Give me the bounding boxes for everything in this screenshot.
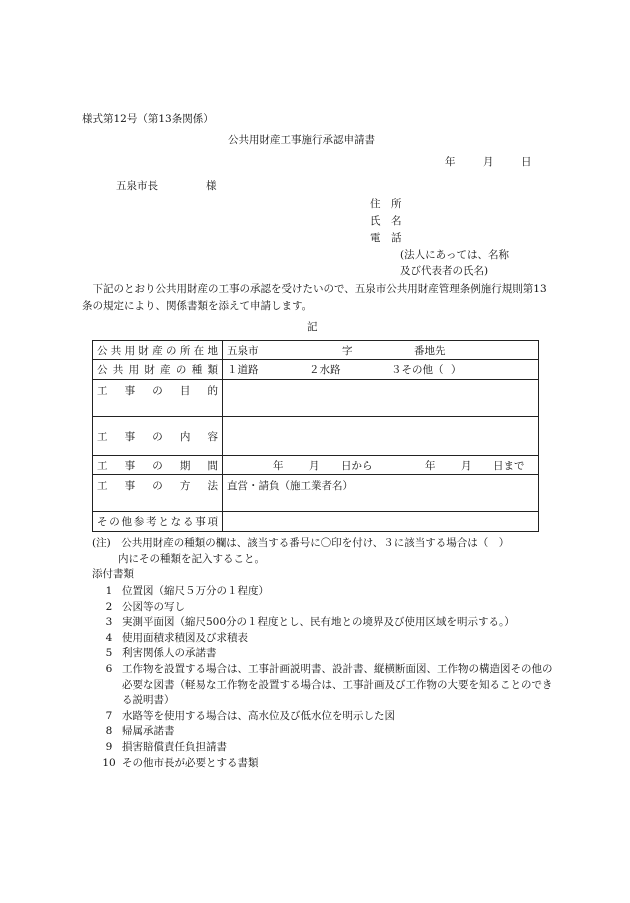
location-aza: 字 xyxy=(342,344,353,357)
row-type xyxy=(93,360,539,380)
table-note xyxy=(92,535,552,567)
row-purpose xyxy=(93,380,539,417)
period-to-month: 月 xyxy=(461,459,472,472)
period-value[interactable] xyxy=(223,456,539,475)
note-line-1: (注) 公共用財産の種類の欄は、該当する番号に〇印を付け、３に該当する場合は（ ） xyxy=(92,537,510,549)
type-waterway: ２水路 xyxy=(309,364,341,376)
list-item: 1 位置図（縮尺５万分の１程度） xyxy=(105,585,269,597)
type-value[interactable] xyxy=(223,360,539,380)
method-value[interactable]: 直営・請負（施工業者名） xyxy=(223,475,539,512)
method-label: 工事の方法 xyxy=(93,475,223,512)
list-item: 8 帰属承諾書 xyxy=(105,725,175,738)
period-to-year: 年 xyxy=(425,459,436,472)
row-period xyxy=(93,456,539,475)
list-item: 10 その他市長が必要とする書類 xyxy=(102,756,259,769)
corporate-note-2: 及び代表者の氏名) xyxy=(400,265,489,277)
row-method xyxy=(93,475,539,512)
location-banchi: 番地先 xyxy=(414,344,446,357)
period-from-year: 年 xyxy=(273,459,284,472)
list-item: 5 利害関係人の承諾書 xyxy=(105,647,217,660)
purpose-label: 工事の目的 xyxy=(93,380,223,417)
request-text: 下記のとおり公共用財産の工事の承認を受けたいので、五泉市公共用財産管理条例施行規則第13条の規定により、関係書類を添えて申請します。 xyxy=(82,283,547,312)
location-label: 公共用財産の所在地 xyxy=(93,341,223,360)
honorific: 様 xyxy=(206,180,217,192)
list-item: 4 使用面積求積図及び求積表 xyxy=(105,631,248,644)
period-from-day: 日から xyxy=(341,459,373,472)
date-year: 年 xyxy=(445,156,456,168)
list-item: 2 公図等の写し xyxy=(105,600,185,613)
location-value[interactable] xyxy=(223,341,539,360)
row-location xyxy=(93,341,539,360)
addressee-name: 五泉市長 xyxy=(116,180,158,192)
type-other: ３その他（ xyxy=(391,364,444,376)
type-label: 公共用財産の種類 xyxy=(93,360,223,380)
applicant-address xyxy=(370,198,404,211)
application-table xyxy=(92,340,539,532)
ki-heading: 記 xyxy=(307,321,318,333)
date-day: 日 xyxy=(521,156,532,168)
note-line-2: 内にその種類を記入すること。 xyxy=(118,553,265,565)
corporate-note-1: (法人にあっては、名称 xyxy=(400,249,509,261)
list-item: 6 工作物を設置する場合は、工事計画説明書、設計書、縦横断面図、工作物の構造図その他の必要な図書（軽易な工作物を設置する場合は、工事計画及び工作物の大要を知ることのできる説明書） xyxy=(105,662,553,707)
attachments-title: 添付書類 xyxy=(92,568,134,580)
request-paragraph xyxy=(82,281,552,315)
period-from-month: 月 xyxy=(309,459,320,472)
attachments-list xyxy=(96,584,556,771)
document-title: 公共用財産工事施行承認申請書 xyxy=(228,134,375,146)
form-number: 様式第12号（第13条関係） xyxy=(82,113,214,125)
row-other xyxy=(93,512,539,532)
location-city: 五泉市 xyxy=(227,344,259,357)
list-item: 7 水路等を使用する場合は、高水位及び低水位を明示した図 xyxy=(105,709,395,722)
applicant-name xyxy=(370,215,404,228)
content-value[interactable] xyxy=(223,417,539,456)
period-to-day: 日まで xyxy=(493,459,525,472)
address-label: 住 所 xyxy=(370,198,402,210)
period-label: 工事の期間 xyxy=(93,456,223,475)
list-item: 9 損害賠償責任負担請書 xyxy=(105,740,227,753)
phone-label: 電 話 xyxy=(370,232,402,244)
type-road: １道路 xyxy=(227,364,259,376)
type-other-close: ） xyxy=(451,364,462,376)
date-line xyxy=(445,156,532,169)
addressee xyxy=(116,180,217,193)
date-month: 月 xyxy=(483,156,494,168)
list-item: 3 実測平面図（縮尺500分の１程度とし、民有地との境界及び使用区域を明示する。） xyxy=(105,616,515,629)
other-label: その他参考となる事項 xyxy=(93,512,223,532)
name-label: 氏 名 xyxy=(370,215,402,227)
other-value[interactable] xyxy=(223,512,539,532)
purpose-value[interactable] xyxy=(223,380,539,417)
content-label: 工事の内容 xyxy=(93,417,223,456)
row-content xyxy=(93,417,539,456)
applicant-phone xyxy=(370,232,404,245)
